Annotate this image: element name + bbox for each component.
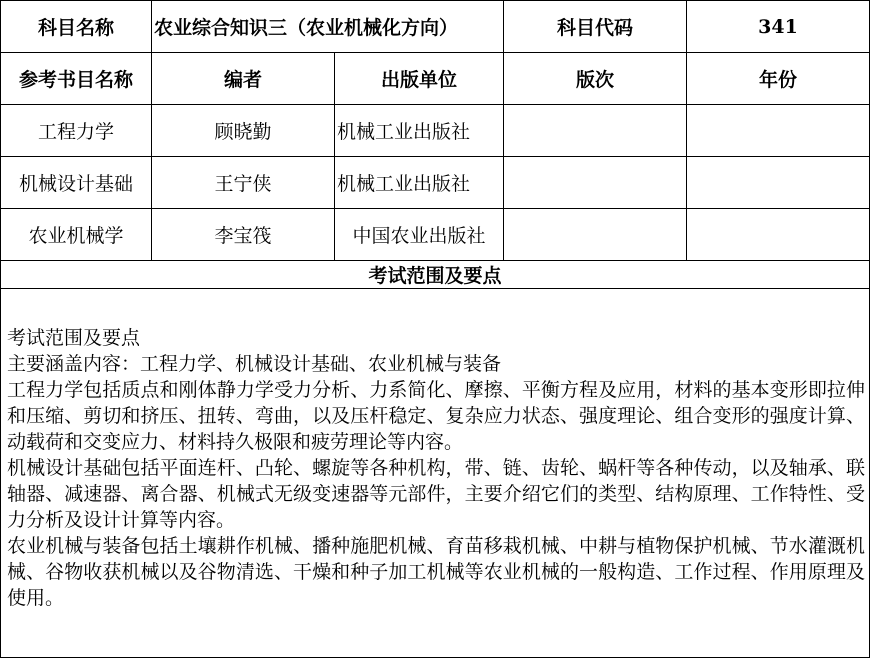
book-author: 顾晓勤 (152, 105, 335, 157)
book-edition (504, 157, 687, 209)
book-author: 王宁侠 (152, 157, 335, 209)
scope-paragraph-mechanics: 工程力学包括质点和刚体静力学受力分析、力系简化、摩擦、平衡方程及应用，材料的基本变形即拉伸和压缩、剪切和挤压、扭转、弯曲，以及压杆稳定、复杂应力状态、强度理论、组合变形的强度计算、动载荷和交变应力、材料持久极限和疲劳理论等内容。 (7, 379, 865, 453)
book-row (1, 105, 870, 157)
scope-section-title: 考试范围及要点 (1, 261, 870, 289)
scope-title-row (1, 261, 870, 289)
book-year (687, 105, 870, 157)
book-edition (504, 209, 687, 261)
scope-heading: 考试范围及要点 (7, 327, 141, 349)
subject-row (1, 1, 870, 53)
books-header-row (1, 53, 870, 105)
scope-content-box (0, 287, 870, 658)
book-title: 工程力学 (1, 105, 152, 157)
scope-paragraph-machine-design: 机械设计基础包括平面连杆、凸轮、螺旋等各种机构，带、链、齿轮、蜗杆等各种传动，以及轴承、联轴器、减速器、离合器、机械式无级变速器等元部件，主要介绍它们的类型、结构原理、工作特性、受力分析及设计计算等内容。 (7, 457, 865, 531)
book-edition (504, 105, 687, 157)
scope-content (7, 325, 865, 611)
book-title: 机械设计基础 (1, 157, 152, 209)
subject-code-value: 341 (687, 1, 870, 53)
book-year (687, 157, 870, 209)
subject-name-label: 科目名称 (1, 1, 152, 53)
syllabus-table (0, 0, 870, 289)
column-header-title: 参考书目名称 (1, 53, 152, 105)
column-header-year: 年份 (687, 53, 870, 105)
column-header-edition: 版次 (504, 53, 687, 105)
column-header-publisher: 出版单位 (335, 53, 504, 105)
book-publisher: 机械工业出版社 (335, 105, 504, 157)
subject-name-value: 农业综合知识三（农业机械化方向） (152, 1, 504, 53)
book-row (1, 157, 870, 209)
book-year (687, 209, 870, 261)
subject-code-label: 科目代码 (504, 1, 687, 53)
scope-paragraph-agri-machinery: 农业机械与装备包括土壤耕作机械、播种施肥机械、育苗移栽机械、中耕与植物保护机械、节水灌溉机械、谷物收获机械以及谷物清选、干燥和种子加工机械等农业机械的一般构造、工作过程、作用原理及使用。 (7, 535, 865, 609)
book-publisher: 中国农业出版社 (335, 209, 504, 261)
scope-summary: 主要涵盖内容：工程力学、机械设计基础、农业机械与装备 (7, 353, 502, 375)
book-author: 李宝筏 (152, 209, 335, 261)
book-publisher: 机械工业出版社 (335, 157, 504, 209)
book-title: 农业机械学 (1, 209, 152, 261)
column-header-author: 编者 (152, 53, 335, 105)
book-row (1, 209, 870, 261)
